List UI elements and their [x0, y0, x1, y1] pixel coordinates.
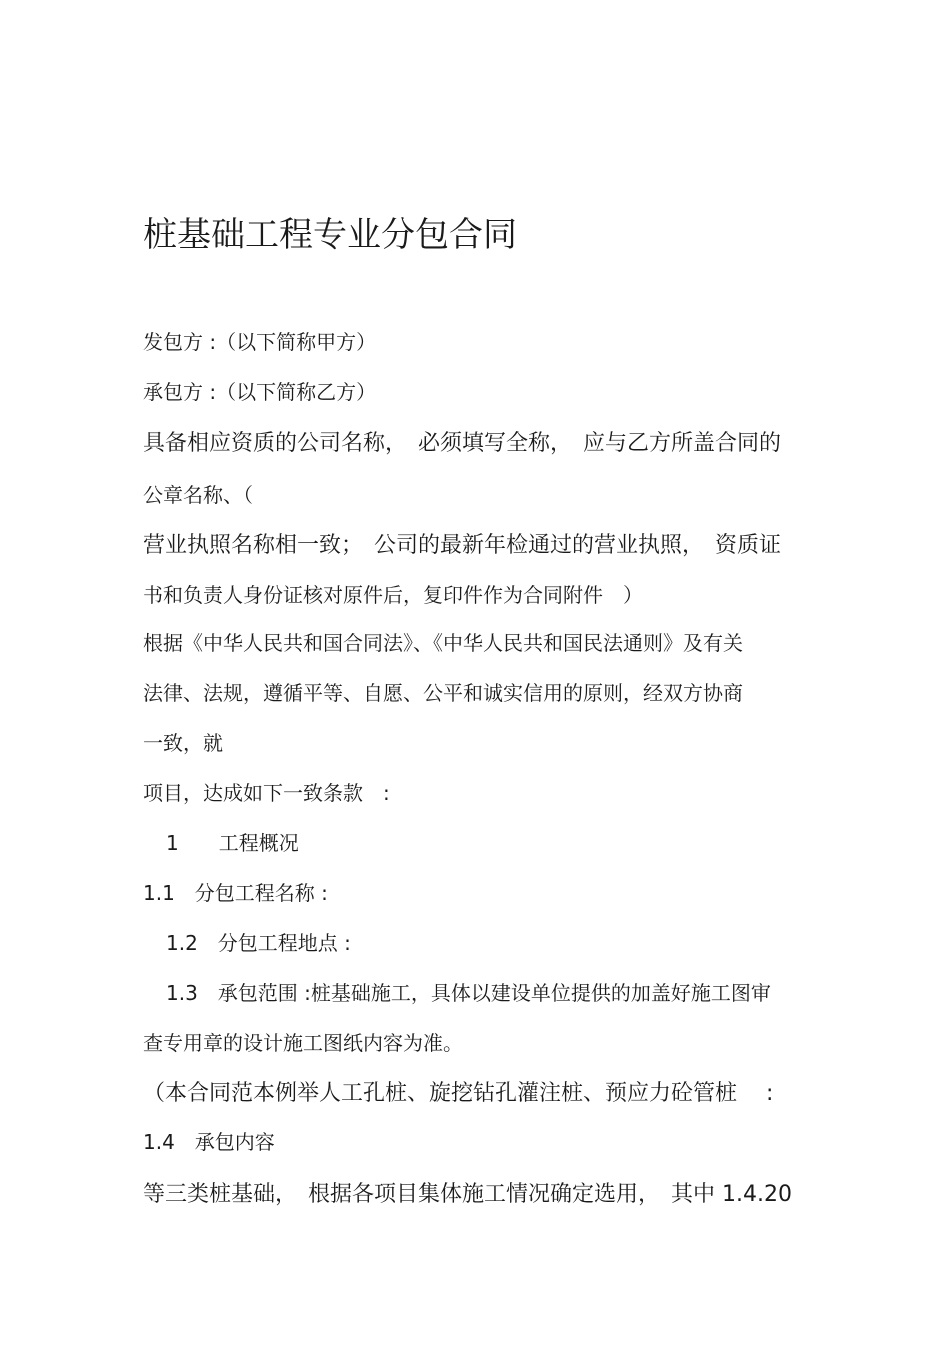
text-line-body: 法律、法规，遵循平等、自愿、公平和诚实信用的原则，经双方协商	[143, 681, 743, 705]
text-line-body: 项目，达成如下一致条款 :	[143, 781, 390, 805]
text-line-body: 查专用章的设计施工图纸内容为准。	[143, 1031, 463, 1055]
text-line-body: 等三类桩基础， 根据各项目集体施工情况确定选用， 其中 1.4.20	[143, 1182, 792, 1207]
text-line-body: 根据《中华人民共和国合同法》、《中华人民共和国民法通则》及有关	[143, 631, 743, 655]
text-line-body: 书和负责人身份证核对原件后，复印件作为合同附件 ）	[143, 583, 643, 607]
text-line-body: 公章名称、（	[143, 483, 253, 507]
section-heading-1: 1 工程概况	[166, 831, 299, 855]
text-line-body: 一致，就	[143, 731, 223, 755]
clause-1-3: 1.3 承包范围 :桩基础施工，具体以建设单位提供的加盖好施工图审	[166, 981, 771, 1005]
clause-1-4: 1.4 承包内容	[143, 1130, 275, 1154]
text-line-body: 具备相应资质的公司名称， 必须填写全称， 应与乙方所盖合同的	[143, 431, 782, 456]
clause-1-1: 1.1 分包工程名称 :	[143, 881, 328, 905]
text-line-body: （本合同范本例举人工孔桩、旋挖钻孔灌注桩、预应力砼管桩 :	[143, 1081, 774, 1106]
text-line-body: 营业执照名称相一致； 公司的最新年检通过的营业执照， 资质证	[143, 533, 782, 558]
text-line-contractor-b: 承包方 :（以下简称乙方）	[143, 380, 377, 404]
clause-1-2: 1.2 分包工程地点 :	[166, 931, 351, 955]
text-line-contractor-a: 发包方 :（以下简称甲方）	[143, 330, 377, 354]
document-title: 桩基础工程专业分包合同	[143, 215, 517, 255]
